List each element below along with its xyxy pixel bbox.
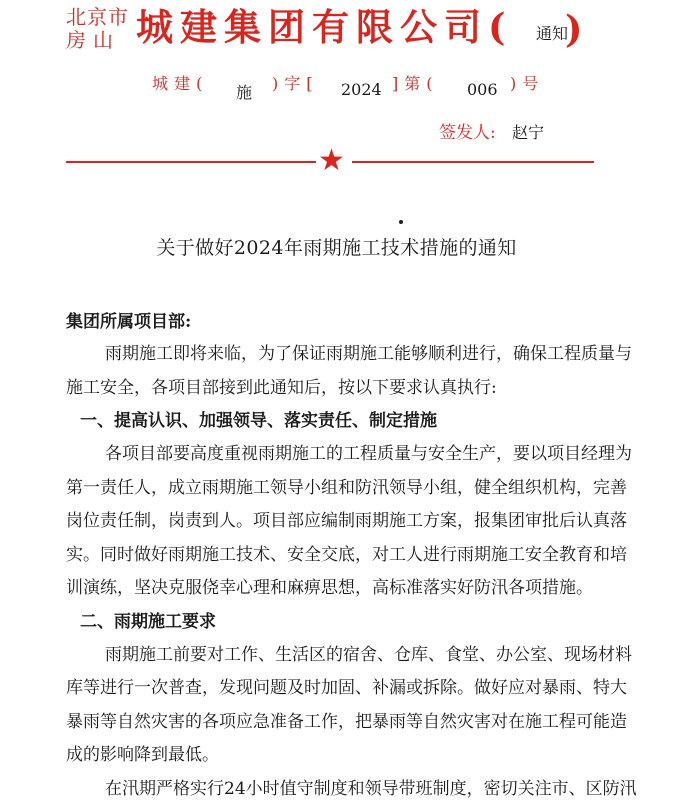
body-line: 成的影响降到最低。 (66, 745, 219, 765)
location-line-1: 北京市 (66, 5, 129, 29)
docno-prefix: 城建( (152, 74, 209, 93)
docno-suffix: )号 (510, 74, 545, 93)
divider-right (352, 161, 594, 163)
notice-type: 通知 (536, 24, 569, 43)
docno-category: 施 (236, 83, 253, 102)
body-line: 雨期施工即将来临，为了保证雨期施工能够顺利进行，确保工程质量与 (105, 344, 632, 364)
section-heading-2: 二、雨期施工要求 (80, 612, 216, 632)
star-icon: ★ (318, 143, 345, 178)
divider-left (66, 161, 316, 163)
body-line: 暴雨等自然灾害的各项应急准备工作，把暴雨等自然灾害对在施工程可能造 (66, 712, 627, 732)
location-label (66, 6, 129, 52)
document-title: 关于做好2024年雨期施工技术措施的通知 (156, 237, 517, 259)
body-line: 库等进行一次普查，发现问题及时加固、补漏或拆除。做好应对暴雨、特大 (66, 678, 627, 698)
signer-name: 赵宁 (512, 123, 545, 142)
body-line: 第一责任人，成立雨期施工领导小组和防汛领导小组，健全组织机构，完善 (66, 478, 627, 498)
body-line: 实。同时做好雨期施工技术、安全交底，对工人进行雨期施工安全教育和培 (66, 545, 627, 565)
docno-year: 2024 (341, 80, 382, 99)
location-line-2: 房山 (66, 28, 120, 52)
ink-dot (399, 220, 403, 224)
docno-mid2: ]第( (392, 74, 439, 93)
body-line: 雨期施工前要对工作、生活区的宿舍、仓库、食堂、办公室、现场材料 (105, 645, 632, 665)
body-line: 岗位责任制，岗责到人。项目部应编制雨期施工方案，报集团审批后认真落 (66, 511, 627, 531)
body-line: 各项目部要高度重视雨期施工的工程质量与安全生产，要以项目经理为 (105, 444, 632, 464)
body-line: 训演练，坚决克服侥幸心理和麻痹思想，高标准落实好防汛各项措施。 (66, 578, 593, 598)
signer-label: 签发人: (439, 123, 496, 143)
docno-number: 006 (467, 80, 498, 99)
company-name: 城建集团有限公司( (136, 5, 513, 49)
body-line: 在汛期严格实行24小时值守制度和领导带班制度，密切关注市、区防汛 (105, 779, 637, 799)
docno-mid: )字[ (272, 74, 319, 93)
salutation: 集团所属项目部: (66, 312, 192, 332)
section-heading-1: 一、提高认识、加强领导、落实责任、制定措施 (80, 411, 437, 431)
company-close-paren: ) (565, 7, 583, 51)
body-line: 施工安全，各项目部接到此通知后，按以下要求认真执行: (66, 378, 497, 398)
